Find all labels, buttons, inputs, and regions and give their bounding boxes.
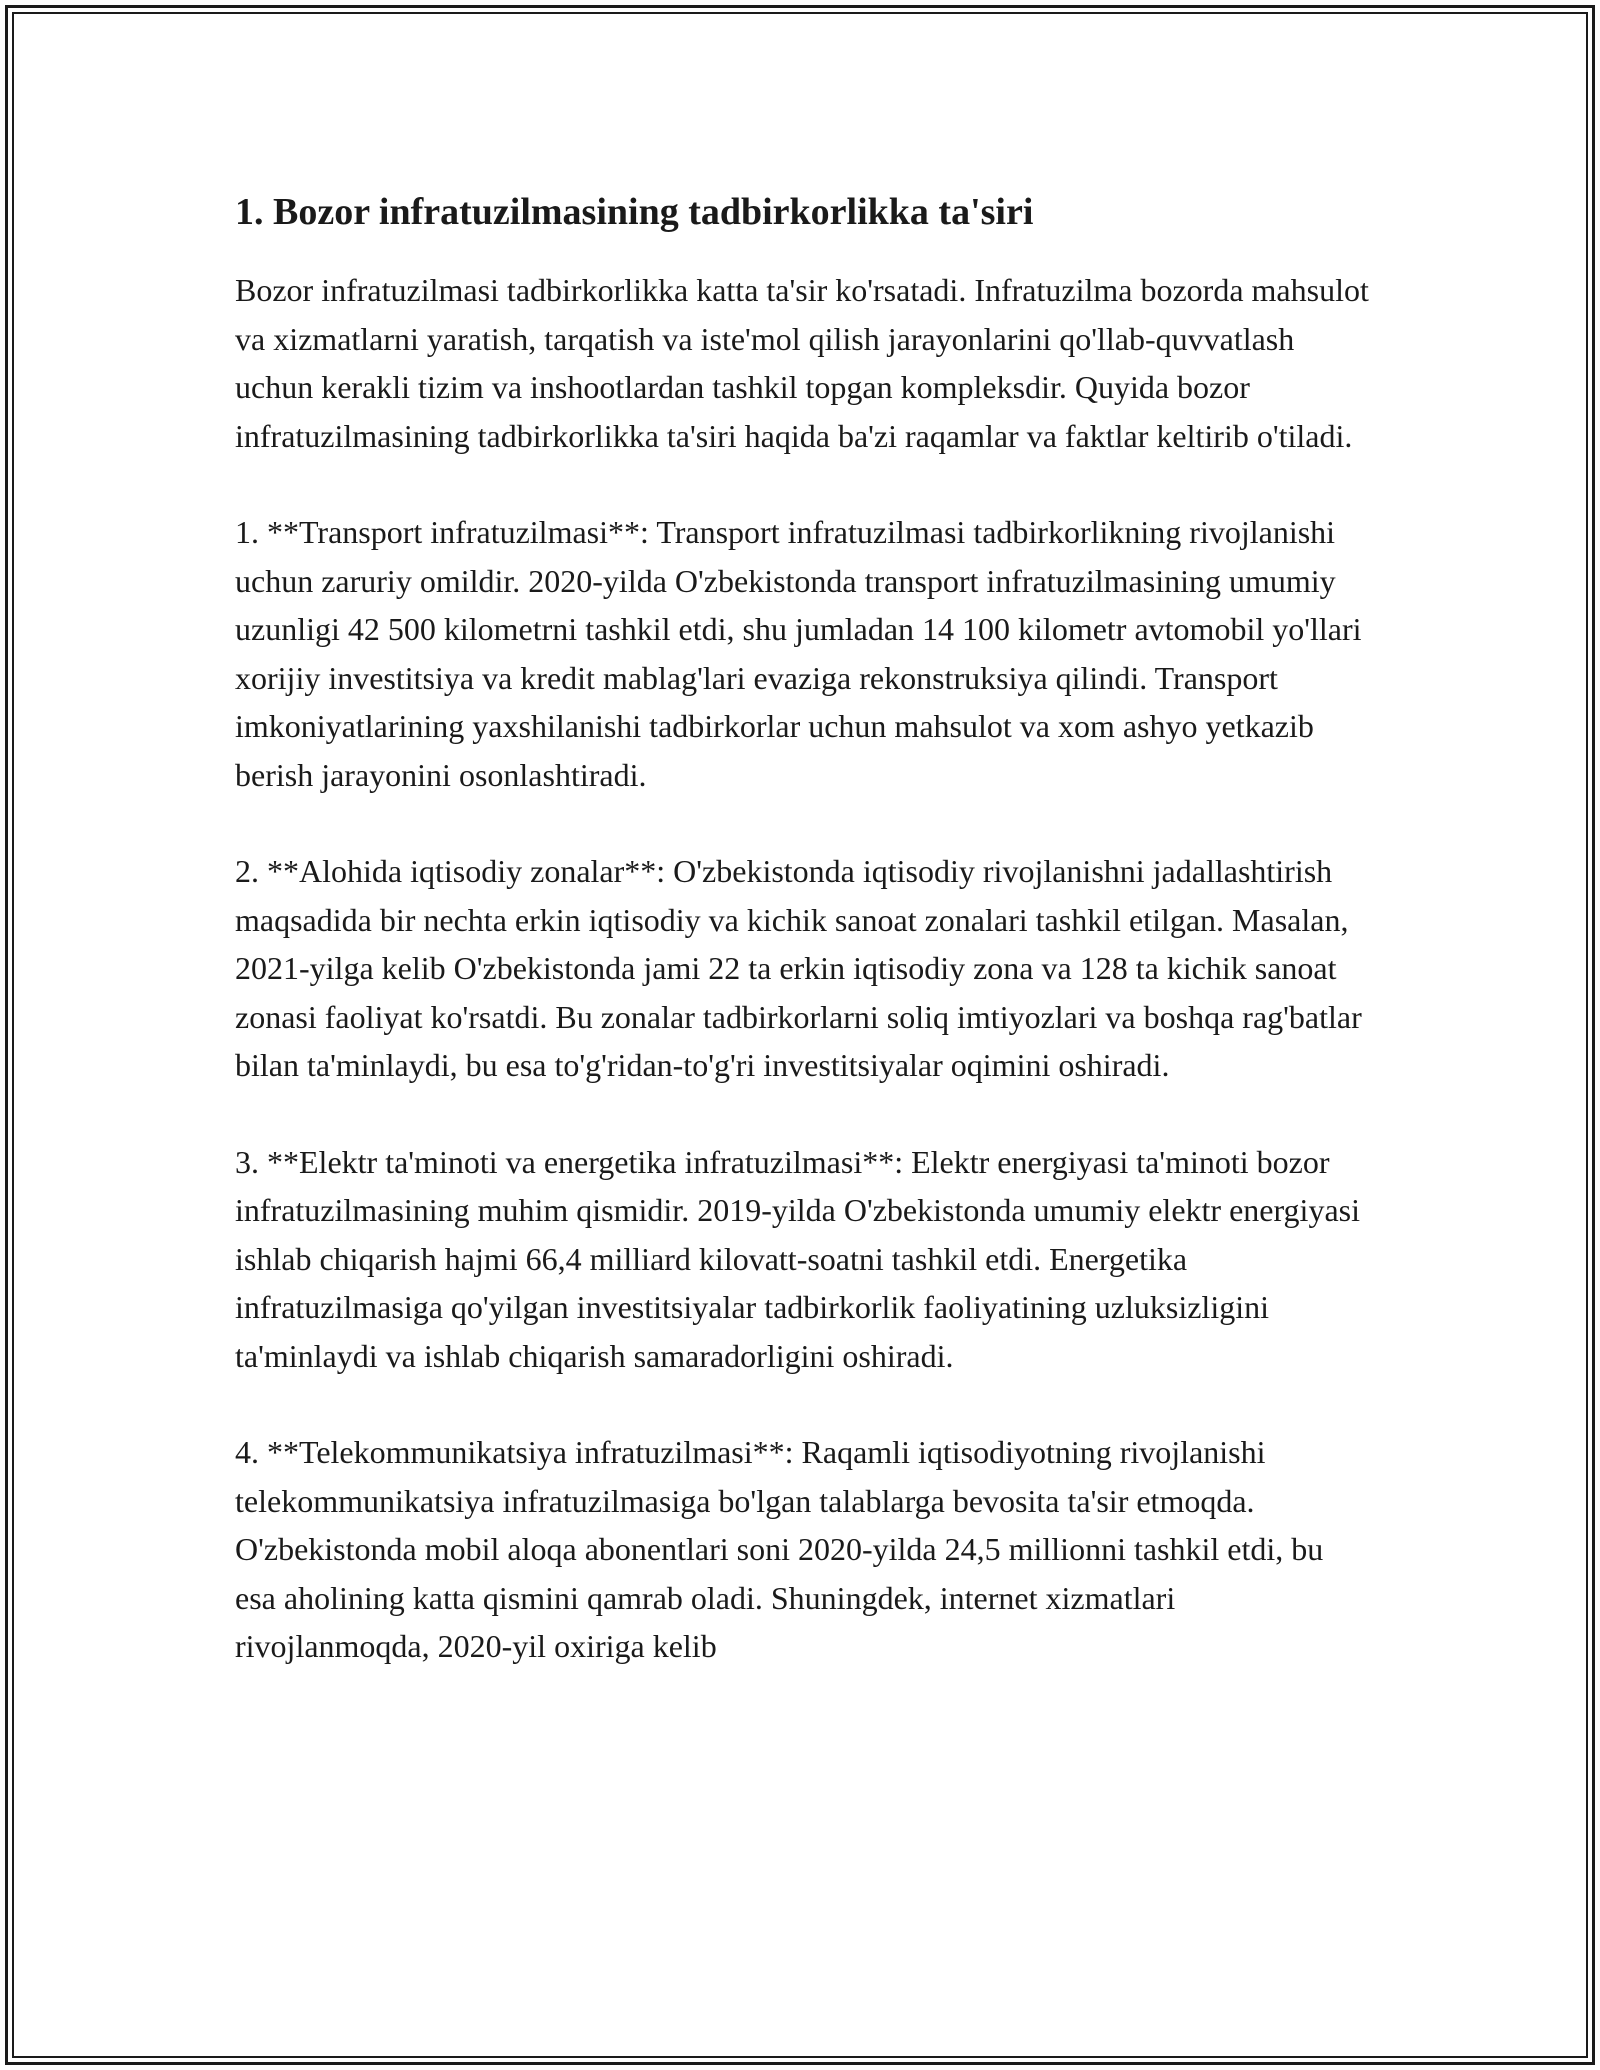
document-body [235, 188, 1370, 1719]
paragraph-telecom: 4. **Telekommunikatsiya infratuzilmasi**: Raqamli iqtisodiyotning rivojlanishi telekommunikatsiya infratuzilmasiga bo'lgan talablarga bevosita ta'sir etmoqda. O'zbekistonda mobil aloqa abonentlari soni 2020-yilda 24,5 millionni tashkil etdi, bu esa aholining katta qismini qamrab oladi. Shuningdek, internet xizmatlari rivojlanmoqda, 2020-yil oxiriga kelib [235, 1434, 1324, 1664]
paragraph-economic-zones: 2. **Alohida iqtisodiy zonalar**: O'zbekistonda iqtisodiy rivojlanishni jadallashtirish maqsadida bir nechta erkin iqtisodiy va kichik sanoat zonalari tashkil etilgan. Masalan, 2021-yilga kelib O'zbekistonda jami 22 ta erkin iqtisodiy zona va 128 ta kichik sanoat zonasi faoliyat ko'rsatdi. Bu zonalar tadbirkorlarni soliq imtiyozlari va boshqa rag'batlar bilan ta'minlaydi, bu esa to'g'ridan-to'g'ri investitsiyalar oqimini oshiradi. [235, 853, 1362, 1083]
paragraph-transport: 1. **Transport infratuzilmasi**: Transport infratuzilmasi tadbirkorlikning rivojlanishi uchun zaruriy omildir. 2020-yilda O'zbekistonda transport infratuzilmasining umumiy uzunligi 42 500 kilometrni tashkil etdi, shu jumladan 14 100 kilometr avtomobil yo'llari xorijiy investitsiya va kredit mablag'lari evaziga rekonstruksiya qilindi. Transport imkoniyatlarining yaxshilanishi tadbirkorlar uchun mahsulot va xom ashyo yetkazib berish jarayonini osonlashtiradi. [235, 514, 1362, 793]
intro-paragraph: Bozor infratuzilmasi tadbirkorlikka katta ta'sir ko'rsatadi. Infratuzilma bozorda mahsulot va xizmatlarni yaratish, tarqatish va iste'mol qilish jarayonlarini qo'llab-quvvatlash uchun kerakli tizim va inshootlardan tashkil topgan kompleksdir. Quyida bozor infratuzilmasining tadbirkorlikka ta'siri haqida ba'zi raqamlar va faktlar keltirib o'tiladi. [235, 272, 1369, 454]
paragraph-energy: 3. **Elektr ta'minoti va energetika infratuzilmasi**: Elektr energiyasi ta'minoti bozor infratuzilmasining muhim qismidir. 2019-yilda O'zbekistonda umumiy elektr energiyasi ishlab chiqarish hajmi 66,4 milliard kilovatt-soatni tashkil etdi. Energetika infratuzilmasiga qo'yilgan investitsiyalar tadbirkorlik faoliyatining uzluksizligini ta'minlaydi va ishlab chiqarish samaradorligini oshiradi. [235, 1143, 1360, 1374]
document-title: 1. Bozor infratuzilmasining tadbirkorlikka ta'siri [235, 191, 1034, 233]
